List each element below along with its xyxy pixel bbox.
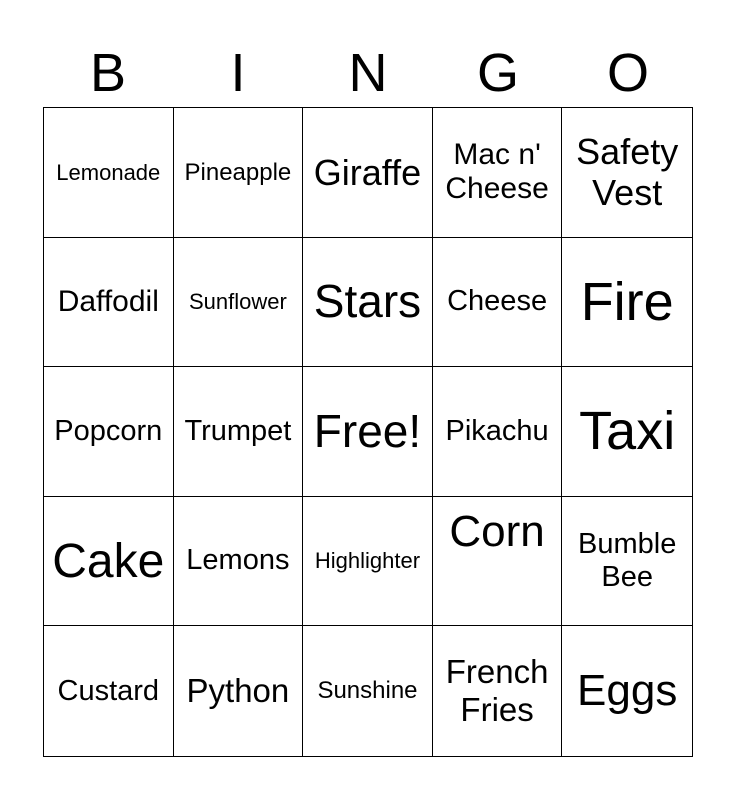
cell-label: Corn [449,506,545,556]
bingo-cell[interactable] [433,626,563,756]
bingo-cell[interactable] [174,238,304,368]
cell-label: Popcorn [54,414,163,447]
cell-label: Cheese [447,285,548,318]
bingo-cell[interactable] [562,367,692,497]
bingo-cell[interactable] [303,626,433,756]
bingo-cell[interactable] [562,497,692,627]
free-space-label: Free! [313,405,422,458]
cell-label: Mac n' Cheese [445,137,549,206]
cell-label: Pikachu [445,414,549,447]
cell-label: Fire [580,271,674,332]
bingo-cell[interactable] [562,108,692,238]
bingo-cell[interactable] [303,367,433,497]
bingo-cell[interactable] [433,497,563,627]
bingo-header [43,38,693,108]
bingo-cell[interactable] [174,626,304,756]
bingo-board [43,107,693,757]
header-letter-g: G [476,43,519,103]
bingo-cell[interactable] [303,497,433,627]
header-letter-b: B [89,43,127,103]
bingo-cell[interactable] [44,108,174,238]
bingo-cell[interactable] [44,497,174,627]
header-letter-i: I [230,43,246,103]
cell-label: Taxi [579,401,676,462]
cell-label: Highlighter [314,548,421,574]
cell-label: Daffodil [57,284,159,318]
bingo-cell[interactable] [44,238,174,368]
bingo-cell[interactable] [433,367,563,497]
bingo-cell[interactable] [44,626,174,756]
bingo-cell[interactable] [174,108,304,238]
bingo-cell[interactable] [44,367,174,497]
cell-label: Pineapple [184,158,292,186]
bingo-cell[interactable] [562,626,692,756]
header-letter-o: O [606,43,649,103]
cell-label: Stars [313,275,422,328]
bingo-cell[interactable] [174,497,304,627]
header-letter-n: N [348,43,388,103]
bingo-cell[interactable] [433,238,563,368]
cell-label: Python [186,672,290,710]
cell-label: Sunshine [317,677,418,705]
bingo-cell[interactable] [174,367,304,497]
cell-label: Giraffe [313,151,422,193]
bingo-cell[interactable] [303,238,433,368]
bingo-cell[interactable] [303,108,433,238]
cell-label: French Fries [445,653,549,729]
bingo-cell[interactable] [562,238,692,368]
cell-label: Sunflower [188,289,287,315]
cell-label: Safety Vest [576,130,679,214]
cell-label: Bumble Bee [578,527,677,594]
cell-label: Lemons [186,544,290,577]
cell-label: Eggs [577,665,678,715]
cell-label: Trumpet [184,414,292,447]
bingo-cell[interactable] [433,108,563,238]
cell-label: Custard [57,674,160,707]
cell-label: Cake [52,534,165,588]
cell-label: Lemonade [56,159,161,185]
